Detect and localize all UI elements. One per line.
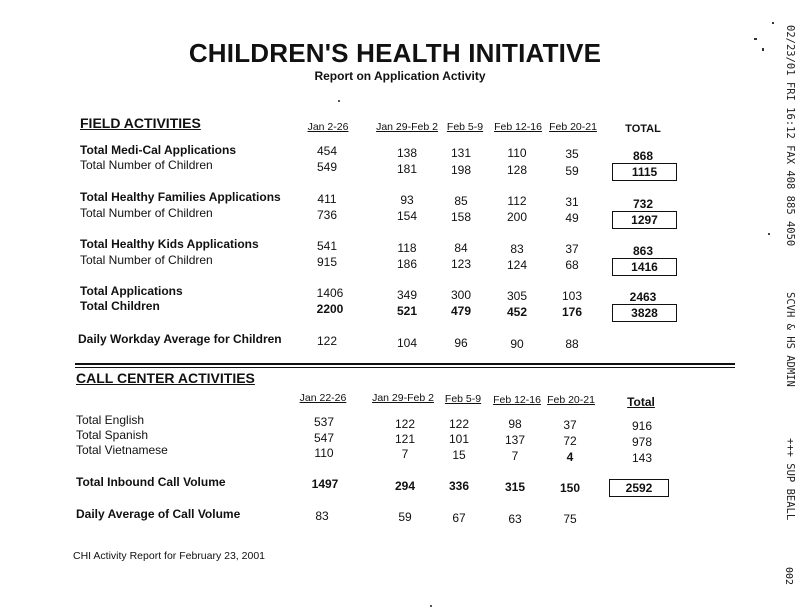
- row-total: 2463: [629, 290, 657, 304]
- scan-speck: [430, 605, 432, 607]
- field-col-header: Feb 12-16: [494, 121, 542, 133]
- cell: 537: [313, 415, 335, 429]
- cell: 1497: [311, 477, 339, 491]
- cell: 521: [396, 304, 418, 318]
- row-label: Total Number of Children: [80, 158, 213, 172]
- row-total-boxed: 3828: [612, 304, 677, 322]
- cell: 103: [561, 289, 583, 303]
- call-col-header: Jan 29-Feb 2: [372, 392, 434, 404]
- call-col-header: Feb 20-21: [547, 394, 595, 406]
- cell: 4: [566, 450, 574, 464]
- cell: 83: [315, 509, 329, 523]
- fax-header-right: +++ SUP BEALL: [784, 438, 796, 521]
- cell: 110: [507, 146, 527, 160]
- page-title: CHILDREN'S HEALTH INITIATIVE: [188, 38, 602, 68]
- cell: 83: [510, 242, 524, 256]
- row-label: Total Healthy Kids Applications: [80, 237, 259, 251]
- field-col-header: Jan 29-Feb 2: [376, 121, 438, 133]
- row-total: 732: [632, 197, 654, 211]
- cell: 736: [316, 208, 338, 222]
- cell: 84: [454, 241, 468, 255]
- cell: 88: [565, 337, 579, 351]
- call-col-header: Feb 5-9: [444, 393, 482, 405]
- row-total-boxed: 1297: [612, 211, 677, 229]
- cell: 150: [559, 481, 581, 495]
- cell: 118: [397, 241, 417, 255]
- call-col-header: Jan 22-26: [299, 392, 347, 404]
- cell: 336: [448, 479, 470, 493]
- cell: 2200: [316, 302, 344, 316]
- row-total-boxed: 2592: [609, 479, 669, 497]
- row-label: Total Medi-Cal Applications: [80, 143, 237, 157]
- cell: 181: [396, 162, 418, 176]
- cell: 123: [450, 257, 472, 271]
- scan-speck: [338, 100, 340, 102]
- cell: 158: [450, 210, 472, 224]
- cell: 49: [565, 211, 579, 225]
- cell: 101: [448, 432, 470, 446]
- row-label: Total Number of Children: [80, 253, 213, 267]
- scan-speck: [762, 48, 764, 51]
- row-total: 868: [632, 149, 654, 163]
- row-label: Total Spanish: [76, 428, 149, 442]
- row-total: 863: [632, 244, 654, 258]
- cell: 138: [396, 146, 418, 160]
- cell: 15: [452, 448, 466, 462]
- cell: 112: [507, 194, 527, 208]
- cell: 300: [450, 288, 472, 302]
- cell: 7: [401, 447, 409, 461]
- fax-header-left: 02/23/01 FRI 16:12 FAX 408 885 4050: [784, 25, 796, 247]
- cell: 59: [565, 164, 579, 178]
- row-total: 978: [631, 435, 653, 449]
- cell: 547: [313, 431, 335, 445]
- row-label: Total Vietnamese: [76, 443, 168, 457]
- cell: 294: [394, 479, 416, 493]
- field-activities-heading: FIELD ACTIVITIES: [80, 115, 201, 131]
- report-footer: CHI Activity Report for February 23, 2001: [73, 550, 265, 562]
- section-divider: [75, 363, 735, 365]
- cell: 31: [565, 195, 579, 209]
- cell: 122: [394, 417, 416, 431]
- cell: 452: [506, 305, 528, 319]
- cell: 349: [396, 288, 418, 302]
- row-label: Total English: [76, 413, 145, 427]
- cell: 124: [506, 258, 528, 272]
- cell: 93: [400, 193, 414, 207]
- section-divider: [75, 367, 735, 368]
- row-label: Total Children: [80, 299, 160, 313]
- cell: 176: [561, 305, 583, 319]
- row-label: Total Applications: [80, 284, 183, 298]
- field-col-header: Feb 20-21: [549, 121, 597, 133]
- cell: 549: [316, 160, 338, 174]
- cell: 72: [563, 434, 577, 448]
- cell: 541: [316, 239, 338, 253]
- cell: 37: [565, 242, 579, 256]
- cell: 122: [316, 334, 338, 348]
- page-subtitle: Report on Application Activity: [314, 69, 486, 83]
- row-label: Daily Workday Average for Children: [78, 332, 282, 346]
- cell: 200: [506, 210, 528, 224]
- cell: 305: [506, 289, 528, 303]
- cell: 137: [504, 433, 526, 447]
- cell: 454: [316, 144, 338, 158]
- call-center-heading: CALL CENTER ACTIVITIES: [76, 370, 255, 386]
- cell: 479: [450, 304, 472, 318]
- cell: 198: [450, 163, 472, 177]
- row-label: Total Number of Children: [80, 206, 213, 220]
- cell: 128: [506, 163, 528, 177]
- cell: 122: [448, 417, 470, 431]
- call-total-header: Total: [627, 395, 655, 409]
- cell: 121: [394, 432, 416, 446]
- cell: 915: [316, 255, 338, 269]
- row-label: Total Healthy Families Applications: [80, 190, 281, 204]
- row-total: 916: [631, 419, 653, 433]
- cell: 98: [508, 417, 522, 431]
- row-label: Daily Average of Call Volume: [76, 507, 241, 521]
- cell: 96: [454, 336, 468, 350]
- scan-speck: [754, 38, 757, 40]
- cell: 110: [314, 446, 334, 460]
- call-col-header: Feb 12-16: [493, 394, 541, 406]
- cell: 7: [511, 449, 519, 463]
- cell: 186: [396, 257, 418, 271]
- field-total-header: TOTAL: [625, 123, 661, 135]
- cell: 154: [396, 209, 418, 223]
- cell: 35: [565, 147, 579, 161]
- cell: 104: [396, 336, 418, 350]
- fax-header-middle: SCVH & HS ADMIN: [784, 292, 796, 387]
- cell: 63: [508, 512, 522, 526]
- cell: 315: [504, 480, 526, 494]
- cell: 85: [454, 194, 468, 208]
- cell: 131: [450, 146, 472, 160]
- cell: 68: [565, 258, 579, 272]
- field-col-header: Jan 2-26: [307, 121, 349, 133]
- row-label: Total Inbound Call Volume: [76, 475, 226, 489]
- cell: 1406: [316, 286, 344, 300]
- cell: 90: [510, 337, 524, 351]
- scan-speck: [772, 22, 774, 24]
- cell: 59: [398, 510, 412, 524]
- field-col-header: Feb 5-9: [446, 121, 484, 133]
- cell: 411: [317, 192, 337, 206]
- row-total: 143: [631, 451, 653, 465]
- cell: 75: [563, 512, 577, 526]
- row-total-boxed: 1115: [612, 163, 677, 181]
- cell: 37: [563, 418, 577, 432]
- fax-page-number: 002: [783, 567, 794, 586]
- cell: 67: [452, 511, 466, 525]
- row-total-boxed: 1416: [612, 258, 677, 276]
- scan-speck: [768, 233, 770, 235]
